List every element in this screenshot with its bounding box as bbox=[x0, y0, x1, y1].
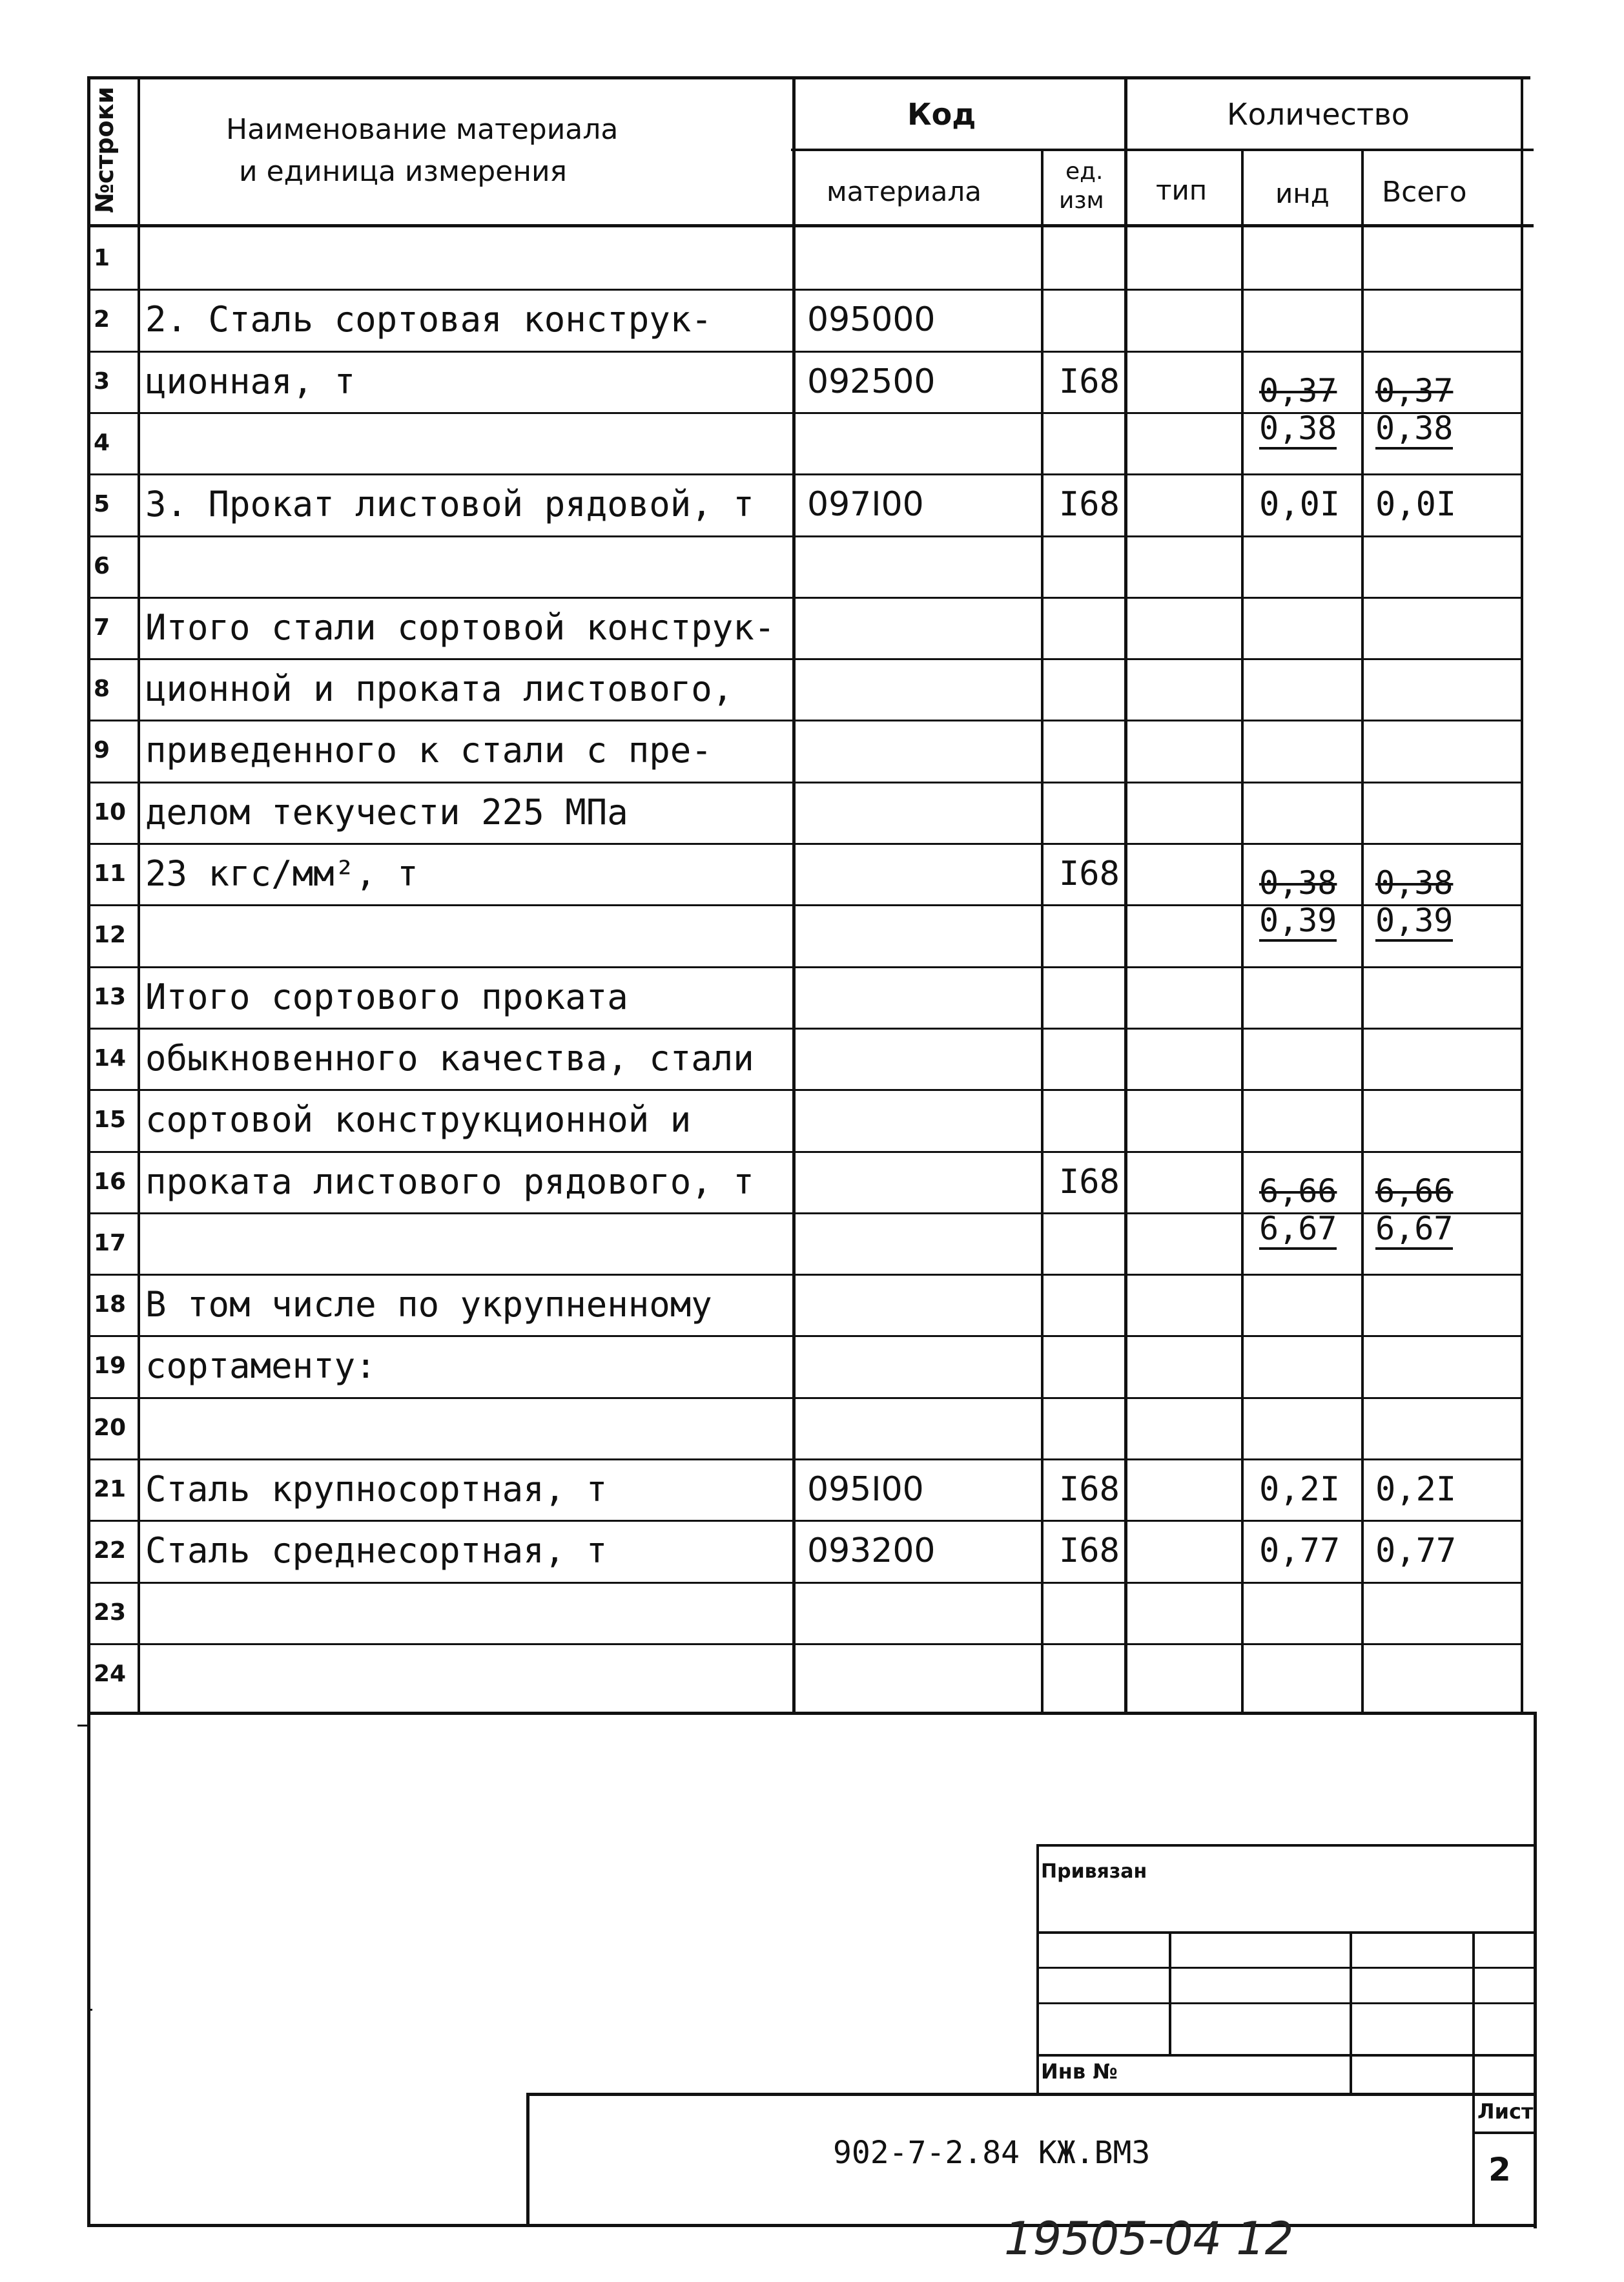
row-unit-code bbox=[1059, 1582, 1124, 1643]
row-unit-code bbox=[1059, 535, 1124, 597]
row-unit-code bbox=[1059, 782, 1124, 843]
type-header: тип bbox=[1156, 174, 1208, 206]
row-material-code bbox=[807, 1397, 1040, 1458]
row-total-value bbox=[1375, 1643, 1517, 1705]
row-total-value bbox=[1375, 782, 1517, 843]
row-material-code: 097I00 bbox=[807, 484, 924, 524]
row-total-value bbox=[1375, 597, 1517, 658]
inv-no-label: Инв № bbox=[1041, 2059, 1118, 2084]
fraction-total bbox=[1375, 1172, 1453, 1250]
row-unit-code: I68 bbox=[1059, 362, 1120, 401]
row-material-code bbox=[807, 1582, 1040, 1643]
row-material-code bbox=[807, 904, 1040, 966]
fraction-numerator: 0,38 bbox=[1375, 864, 1454, 902]
row-number: 7 bbox=[94, 614, 110, 641]
row-ind-value bbox=[1259, 658, 1356, 720]
row-ind-value: 0,77 bbox=[1259, 1531, 1341, 1570]
row-material-code bbox=[807, 412, 1040, 473]
row-number: 15 bbox=[94, 1106, 127, 1133]
row-material-name: Сталь крупносортная, т bbox=[145, 1469, 608, 1509]
row-material-name: проката листового рядового, т bbox=[145, 1161, 754, 1202]
unit-header-line1: ед. bbox=[1065, 158, 1104, 185]
row-number: 13 bbox=[94, 984, 127, 1010]
row-material-name: 2. Сталь сортовая конструк- bbox=[145, 299, 712, 340]
row-ind-value: 0,2I bbox=[1259, 1469, 1341, 1509]
row-unit-code bbox=[1059, 1643, 1124, 1705]
row-ind-value bbox=[1259, 720, 1356, 781]
row-total-value bbox=[1375, 658, 1517, 720]
row-number: 17 bbox=[94, 1230, 127, 1256]
row-number: 10 bbox=[94, 799, 127, 825]
fraction-denominator: 0,38 bbox=[1375, 410, 1453, 450]
row-total-value bbox=[1375, 1089, 1517, 1150]
row-number: 18 bbox=[94, 1291, 127, 1318]
row-material-name bbox=[145, 904, 791, 966]
row-number: 11 bbox=[94, 860, 127, 887]
privyazan-label: Привязан bbox=[1041, 1860, 1147, 1883]
row-material-name: ционная, т bbox=[145, 361, 356, 402]
row-number: 9 bbox=[94, 737, 110, 763]
row-material-code bbox=[807, 597, 1040, 658]
row-material-code: 093200 bbox=[807, 1531, 936, 1570]
row-unit-code bbox=[1059, 227, 1124, 289]
row-total-value bbox=[1375, 227, 1517, 289]
fraction-denominator: 6,67 bbox=[1375, 1210, 1453, 1250]
row-total-value bbox=[1375, 1274, 1517, 1335]
row-number: 23 bbox=[94, 1599, 127, 1626]
fraction-ind bbox=[1259, 372, 1337, 450]
row-material-code bbox=[807, 966, 1040, 1028]
material-header: материала bbox=[827, 176, 982, 207]
row-number: 5 bbox=[94, 491, 110, 517]
fraction-numerator: 6,66 bbox=[1259, 1172, 1337, 1210]
row-total-value bbox=[1375, 535, 1517, 597]
document-code: 902-7-2.84 КЖ.ВМЗ bbox=[833, 2135, 1151, 2171]
row-ind-value bbox=[1259, 597, 1356, 658]
row-material-code bbox=[807, 227, 1040, 289]
fraction-total bbox=[1375, 864, 1453, 942]
row-unit-code bbox=[1059, 904, 1124, 966]
row-material-name: сортаменту: bbox=[145, 1345, 376, 1386]
row-total-value: 0,77 bbox=[1375, 1531, 1457, 1570]
name-header-line1: Наименование материала bbox=[226, 113, 619, 146]
fraction-total bbox=[1375, 372, 1453, 450]
row-material-code bbox=[807, 1212, 1040, 1274]
handwritten-archive-number: 19505-04 12 bbox=[1004, 2212, 1294, 2265]
row-material-code bbox=[807, 1335, 1040, 1396]
row-material-name: обыкновенного качества, стали bbox=[145, 1038, 754, 1079]
row-number: 24 bbox=[94, 1661, 127, 1687]
fraction-denominator: 0,39 bbox=[1375, 902, 1453, 942]
row-number: 3 bbox=[94, 368, 110, 395]
row-unit-code bbox=[1059, 1212, 1124, 1274]
row-material-name bbox=[145, 412, 791, 473]
row-total-value: 0,0I bbox=[1375, 484, 1457, 524]
sheet-number: 2 bbox=[1488, 2151, 1511, 2188]
row-number: 22 bbox=[94, 1537, 127, 1564]
row-number: 19 bbox=[94, 1353, 127, 1379]
row-total-value bbox=[1375, 1335, 1517, 1396]
row-ind-value bbox=[1259, 1274, 1356, 1335]
row-unit-code bbox=[1059, 658, 1124, 720]
row-unit-code bbox=[1059, 412, 1124, 473]
row-unit-code bbox=[1059, 1274, 1124, 1335]
row-unit-code bbox=[1059, 966, 1124, 1028]
row-material-name: делом текучести 225 МПа bbox=[145, 792, 628, 833]
row-material-code bbox=[807, 658, 1040, 720]
row-ind-value bbox=[1259, 1028, 1356, 1089]
row-total-value bbox=[1375, 720, 1517, 781]
row-number-header: №строки bbox=[90, 87, 119, 213]
row-number: 21 bbox=[94, 1476, 127, 1502]
total-header: Всего bbox=[1382, 176, 1467, 209]
row-unit-code: I68 bbox=[1059, 1469, 1120, 1509]
row-unit-code bbox=[1059, 289, 1124, 350]
row-ind-value bbox=[1259, 227, 1356, 289]
row-ind-value bbox=[1259, 1397, 1356, 1458]
row-total-value bbox=[1375, 1028, 1517, 1089]
row-number: 16 bbox=[94, 1168, 127, 1195]
margin-tick-bottom bbox=[87, 2009, 92, 2011]
row-material-code bbox=[807, 1028, 1040, 1089]
row-material-name: приведенного к стали с пре- bbox=[145, 730, 712, 771]
margin-tick-top bbox=[77, 1725, 89, 1727]
row-unit-code: I68 bbox=[1059, 1531, 1120, 1570]
row-number: 14 bbox=[94, 1045, 127, 1072]
row-unit-code: I68 bbox=[1059, 484, 1120, 524]
row-unit-code bbox=[1059, 1028, 1124, 1089]
row-material-name: ционной и проката листового, bbox=[145, 669, 734, 709]
row-unit-code bbox=[1059, 1089, 1124, 1150]
row-material-name bbox=[145, 1643, 791, 1705]
fraction-numerator: 0,38 bbox=[1259, 864, 1337, 902]
row-ind-value bbox=[1259, 1089, 1356, 1150]
row-ind-value: 0,0I bbox=[1259, 484, 1341, 524]
row-material-name: Итого сортового проката bbox=[145, 977, 628, 1017]
row-number: 2 bbox=[94, 306, 110, 333]
fraction-numerator: 6,66 bbox=[1375, 1172, 1454, 1210]
row-ind-value bbox=[1259, 1582, 1356, 1643]
row-ind-value bbox=[1259, 1335, 1356, 1396]
fraction-numerator: 0,37 bbox=[1259, 372, 1337, 410]
row-ind-value bbox=[1259, 1643, 1356, 1705]
name-header-line2: и единица измерения bbox=[239, 155, 568, 188]
row-material-code: 095000 bbox=[807, 300, 936, 339]
fraction-denominator: 0,39 bbox=[1259, 902, 1337, 942]
row-ind-value bbox=[1259, 289, 1356, 350]
row-number: 1 bbox=[94, 245, 110, 271]
row-number: 6 bbox=[94, 553, 110, 579]
row-material-name: Итого стали сортовой конструк- bbox=[145, 607, 776, 648]
row-total-value bbox=[1375, 966, 1517, 1028]
row-material-code bbox=[807, 1151, 1040, 1212]
row-ind-value bbox=[1259, 966, 1356, 1028]
row-unit-code: I68 bbox=[1059, 854, 1120, 893]
row-material-code bbox=[807, 535, 1040, 597]
row-total-value bbox=[1375, 289, 1517, 350]
row-total-value bbox=[1375, 1397, 1517, 1458]
row-unit-code bbox=[1059, 597, 1124, 658]
row-unit-code bbox=[1059, 1397, 1124, 1458]
row-ind-value bbox=[1259, 782, 1356, 843]
sheet-label: Лист bbox=[1477, 2099, 1534, 2124]
ind-header: инд bbox=[1275, 178, 1330, 209]
row-material-name bbox=[145, 1397, 791, 1458]
row-material-code bbox=[807, 782, 1040, 843]
row-unit-code bbox=[1059, 720, 1124, 781]
row-material-code: 092500 bbox=[807, 362, 936, 401]
row-material-name bbox=[145, 535, 791, 597]
quantity-header: Количество bbox=[1227, 97, 1410, 132]
row-number: 8 bbox=[94, 676, 110, 702]
unit-header-line2: изм bbox=[1059, 187, 1104, 214]
row-total-value bbox=[1375, 1582, 1517, 1643]
row-material-code bbox=[807, 1643, 1040, 1705]
row-material-code bbox=[807, 1089, 1040, 1150]
row-material-code bbox=[807, 1274, 1040, 1335]
code-header: Код bbox=[907, 97, 976, 132]
row-material-name: Сталь среднесортная, т bbox=[145, 1530, 608, 1571]
row-number: 12 bbox=[94, 922, 127, 948]
fraction-ind bbox=[1259, 864, 1337, 942]
row-number: 20 bbox=[94, 1415, 127, 1441]
row-material-name: В том числе по укрупненному bbox=[145, 1284, 712, 1325]
row-material-name: сортовой конструкционной и bbox=[145, 1099, 692, 1140]
row-material-code: 095I00 bbox=[807, 1469, 924, 1509]
row-material-name: 3. Прокат листовой рядовой, т bbox=[145, 484, 754, 524]
row-unit-code bbox=[1059, 1335, 1124, 1396]
fraction-denominator: 6,67 bbox=[1259, 1210, 1337, 1250]
row-material-code bbox=[807, 720, 1040, 781]
row-number: 4 bbox=[94, 430, 110, 456]
row-total-value: 0,2I bbox=[1375, 1469, 1457, 1509]
fraction-denominator: 0,38 bbox=[1259, 410, 1337, 450]
row-material-name bbox=[145, 1582, 791, 1643]
row-material-code bbox=[807, 843, 1040, 904]
row-material-name bbox=[145, 227, 791, 289]
row-unit-code: I68 bbox=[1059, 1162, 1120, 1201]
row-ind-value bbox=[1259, 535, 1356, 597]
row-material-name: 23 кгс/мм², т bbox=[145, 853, 418, 894]
row-material-name bbox=[145, 1212, 791, 1274]
fraction-numerator: 0,37 bbox=[1375, 372, 1454, 410]
fraction-ind bbox=[1259, 1172, 1337, 1250]
